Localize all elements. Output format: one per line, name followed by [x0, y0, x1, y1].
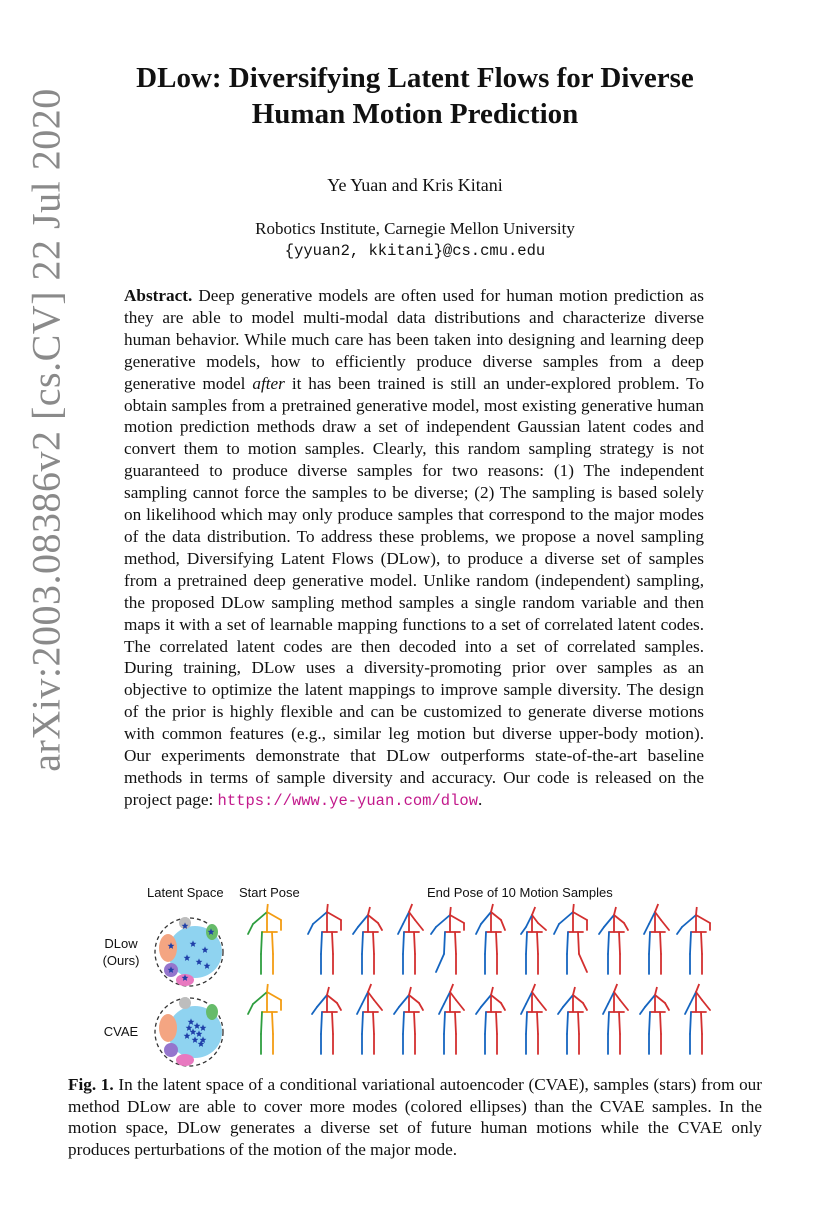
cvae-end-pose-2-head: [368, 984, 371, 992]
dlow-end-pose-2-limb: [358, 915, 368, 927]
dlow-end-pose-5-limb: [476, 924, 481, 934]
cvae-end-pose-5-limb: [476, 1007, 481, 1014]
dlow-end-pose-3-limb: [415, 920, 423, 930]
author-email: {yyuan2, kkitani}@cs.cmu.edu: [284, 242, 546, 260]
cvae-end-pose-10-head: [696, 984, 699, 992]
cvae-start-pose-limb: [272, 1012, 273, 1034]
cvae-end-pose-8-limb: [603, 1004, 608, 1014]
dlow-end-pose-4-limb: [431, 927, 436, 934]
dlow-end-pose-1-limb: [327, 912, 341, 920]
cvae-latent-mode-green: [206, 1004, 218, 1020]
dlow-start-pose-limb: [261, 932, 262, 954]
dlow-end-pose-6-limb: [526, 932, 527, 954]
dlow-end-pose-4-limb: [450, 915, 464, 923]
cvae-end-pose-3-limb: [399, 995, 409, 1007]
dlow-end-pose-6-limb: [537, 932, 538, 954]
paper-authors: Ye Yuan and Kris Kitani: [327, 175, 503, 195]
cvae-end-pose-5-limb: [496, 1012, 497, 1034]
dlow-end-pose-4-limb: [444, 932, 445, 954]
dlow-end-pose-3-limb: [398, 924, 403, 934]
cvae-end-pose-10-limb: [701, 1012, 702, 1034]
dlow-end-pose-8-head: [614, 907, 616, 915]
cvae-end-pose-7-limb: [573, 995, 583, 1003]
dlow-end-pose-6-limb: [532, 915, 538, 923]
cvae-end-pose-8-head: [614, 984, 617, 992]
cvae-end-pose-9-limb: [645, 995, 655, 1007]
header-end-poses: End Pose of 10 Motion Samples: [427, 885, 613, 900]
cvae-end-pose-10-limb: [702, 1000, 710, 1010]
cvae-end-pose-2-limb: [373, 1012, 374, 1034]
cvae-end-pose-7-limb: [567, 1012, 568, 1034]
cvae-start-pose-limb: [253, 992, 267, 1004]
cvae-end-pose-3-limb: [409, 995, 419, 1003]
cvae-end-pose-2-limb: [362, 1012, 363, 1034]
dlow-end-pose-10-limb: [690, 932, 691, 954]
cvae-end-pose-6-limb: [537, 1012, 538, 1034]
dlow-end-pose-7-limb: [578, 932, 579, 954]
abstract-label: Abstract.: [124, 286, 193, 305]
dlow-end-pose-1-limb: [332, 932, 333, 954]
dlow-end-pose-8-limb: [624, 923, 628, 930]
cvae-end-pose-2-limb: [374, 1000, 382, 1010]
dlow-end-pose-3-limb: [414, 932, 415, 954]
header-start-pose: Start Pose: [239, 885, 300, 900]
dlow-end-pose-5-limb: [485, 932, 486, 954]
dlow-end-pose-8-limb: [619, 932, 620, 954]
dlow-end-pose-8-limb: [604, 915, 614, 927]
abstract-text-2: it has been trained is still an under-explored problem. To obtain samples from a pretrained generative model, most existing generative human motion prediction methods draw a set of independent Gaussian latent codes and convert them to motion samples. Clearly, this random sampling strategy is not guaranteed to produce diverse samples for two reasons: (1) The independent sampling cannot force the samples to be diverse; (2) The sampling is based solely on likelihood which may only produce samples that correspond to the major modes of the data distribution. To address these problems, we propose a novel sampling method, Diversifying Latent Flows (DLow), to produce a diverse set of samples from a pretrained deep generative model. Unlike random (independent) sampling, the proposed DLow sampling method samples a single random variable and then maps it with a set of learnable mapping functions to a set of correlated latent codes. The correlated latent codes are then decoded into a set of correlated samples. During training, DLow uses a diversity-promoting prior over samples as an objective to optimize the latent mappings to improve sample diversity. The design of the prior is highly flexible and can be customized to generate diverse motions with common features (e.g., similar leg motion but diverse upper-body motion). Our experiments demonstrate that DLow outperforms state-of-the-art baseline methods in terms of sample diversity and accuracy. Our code is released on the project page:: [124, 373, 705, 809]
dlow-end-pose-8-limb: [599, 927, 604, 934]
dlow-latent-mode-orange: [159, 934, 177, 962]
cvae-end-pose-9-limb: [660, 1012, 661, 1034]
cvae-end-pose-1-limb: [337, 1003, 341, 1010]
cvae-end-pose-5-limb: [481, 995, 491, 1007]
dlow-end-pose-9-limb: [660, 932, 661, 954]
abstract-emphasis: after: [252, 373, 285, 393]
dlow-end-pose-7-limb: [579, 954, 587, 972]
cvae-end-pose-3-limb: [414, 1012, 415, 1034]
dlow-end-pose-2-limb: [373, 932, 374, 954]
cvae-end-pose-3-limb: [419, 1003, 423, 1010]
cvae-end-pose-6-head: [532, 984, 535, 992]
dlow-end-pose-9-limb: [661, 920, 669, 930]
cvae-end-pose-10-limb: [696, 992, 702, 1000]
dlow-end-pose-9-head: [655, 904, 658, 912]
cvae-latent-mode-purple: [164, 1043, 178, 1057]
cvae-start-pose-head: [267, 984, 268, 992]
cvae-end-pose-1-limb: [332, 1012, 333, 1034]
cvae-end-pose-7-limb: [583, 1003, 587, 1010]
arxiv-stamp-text: arXiv:2003.08386v2 [cs.CV] 22 Jul 2020: [23, 88, 69, 772]
dlow-end-pose-6-limb: [521, 927, 526, 934]
cvae-end-pose-7-limb: [578, 1012, 579, 1034]
cvae-latent-mode-gray: [179, 997, 191, 1009]
dlow-end-pose-2-head: [368, 907, 370, 915]
row-label-cvae-line1: CVAE: [103, 1024, 139, 1039]
cvae-start-pose-limb: [248, 1004, 253, 1014]
abstract-end: .: [478, 789, 483, 809]
dlow-end-pose-8-limb: [608, 932, 609, 954]
cvae-end-pose-9-head: [655, 987, 657, 995]
cvae-end-pose-1-limb: [321, 1012, 322, 1034]
dlow-end-pose-2-limb: [353, 927, 358, 934]
cvae-end-pose-4-limb: [456, 1000, 464, 1010]
cvae-end-pose-3-limb: [403, 1012, 404, 1034]
arxiv-stamp: [22, 80, 70, 780]
dlow-end-pose-10-limb: [677, 927, 682, 934]
dlow-end-pose-6-limb: [526, 915, 532, 927]
dlow-end-pose-10-head: [696, 907, 697, 915]
dlow-end-pose-2-limb: [362, 932, 363, 954]
dlow-end-pose-7-limb: [554, 924, 559, 934]
dlow-end-pose-5-limb: [481, 912, 491, 924]
row-label-dlow-line1: DLow: [104, 936, 138, 951]
cvae-end-pose-1-limb: [312, 1007, 317, 1014]
cvae-end-pose-9-limb: [665, 1003, 669, 1010]
dlow-start-pose-limb: [253, 912, 267, 924]
dlow-end-pose-1-head: [327, 904, 328, 912]
cvae-end-pose-9-limb: [640, 1007, 645, 1014]
cvae-end-pose-9-limb: [655, 995, 665, 1003]
dlow-end-pose-10-limb: [682, 915, 696, 927]
dlow-end-pose-4-limb: [455, 932, 456, 954]
cvae-end-pose-5-limb: [491, 995, 501, 1003]
dlow-end-pose-8-limb: [614, 915, 624, 923]
cvae-end-pose-4-limb: [439, 1004, 444, 1014]
dlow-start-pose-head: [267, 904, 268, 912]
cvae-end-pose-4-limb: [444, 1012, 445, 1034]
dlow-end-pose-3-head: [409, 904, 412, 912]
cvae-end-pose-6-limb: [532, 992, 538, 1000]
cvae-end-pose-6-limb: [538, 1000, 546, 1010]
abstract-text-1: Deep generative models are often used for human motion prediction as they are able to model multi-modal data distributions and characterize diverse human behavior. While much care has been taken into designing and learning deep generative models, how to efficiently produce diverse samples from a deep generative model: [124, 286, 704, 393]
cvae-end-pose-5-head: [491, 987, 493, 995]
dlow-end-pose-4-limb: [436, 954, 444, 972]
institution: Robotics Institute, Carnegie Mellon University: [255, 219, 575, 238]
header-latent-space: Latent Space: [147, 885, 224, 900]
cvae-end-pose-8-limb: [608, 1012, 609, 1034]
dlow-end-pose-5-head: [491, 904, 493, 912]
cvae-latent-mode-pink: [176, 1054, 194, 1066]
dlow-end-pose-6-head: [532, 907, 535, 915]
dlow-end-pose-9-limb: [644, 924, 649, 934]
cvae-start-pose-limb: [267, 992, 281, 1000]
dlow-end-pose-3-limb: [403, 932, 404, 954]
dlow-end-pose-7-head: [573, 904, 574, 912]
affiliation-block: [95, 218, 735, 262]
cvae-end-pose-6-limb: [526, 1012, 527, 1034]
project-link[interactable]: https://www.ye-yuan.com/dlow: [217, 791, 478, 810]
dlow-end-pose-4-head: [450, 907, 451, 915]
dlow-end-pose-7-limb: [567, 932, 568, 954]
dlow-end-pose-2-limb: [378, 923, 382, 930]
cvae-end-pose-6-limb: [521, 1004, 526, 1014]
dlow-end-pose-5-limb: [496, 932, 497, 954]
dlow-end-pose-7-limb: [573, 912, 587, 920]
dlow-end-pose-2-limb: [368, 915, 378, 923]
figure-1: [95, 880, 735, 1070]
dlow-start-pose-limb: [248, 924, 253, 934]
cvae-end-pose-5-limb: [501, 1003, 505, 1010]
cvae-end-pose-2-limb: [357, 1004, 362, 1014]
caption-text: In the latent space of a conditional variational autoencoder (CVAE), samples (stars) from our method DLow are able to cover more modes (colored ellipses) than the CVAE samples. In the motion space, DLow generates a diverse set of future human motions while the CVAE only produces perturbations of the motion of the major mode.: [68, 1075, 762, 1159]
dlow-end-pose-1-limb: [308, 924, 313, 934]
dlow-start-pose-limb: [272, 932, 273, 954]
cvae-end-pose-1-head: [327, 987, 329, 995]
figure-caption: [68, 1074, 762, 1160]
dlow-end-pose-10-limb: [696, 915, 710, 923]
cvae-end-pose-7-limb: [563, 995, 573, 1007]
dlow-end-pose-10-limb: [701, 932, 702, 954]
row-label-dlow-line2: (Ours): [102, 953, 140, 968]
cvae-end-pose-9-limb: [649, 1012, 650, 1034]
cvae-end-pose-4-limb: [455, 1012, 456, 1034]
cvae-end-pose-6-limb: [526, 992, 532, 1004]
cvae-end-pose-3-head: [409, 987, 411, 995]
dlow-end-pose-4-limb: [436, 915, 450, 927]
cvae-end-pose-1-limb: [317, 995, 327, 1007]
cvae-end-pose-8-limb: [619, 1012, 620, 1034]
caption-label: Fig. 1.: [68, 1075, 114, 1094]
cvae-end-pose-1-limb: [327, 995, 337, 1003]
cvae-end-pose-3-limb: [394, 1007, 399, 1014]
dlow-end-pose-9-limb: [655, 912, 661, 920]
cvae-end-pose-5-limb: [485, 1012, 486, 1034]
cvae-end-pose-7-head: [573, 987, 575, 995]
abstract: [124, 285, 704, 813]
dlow-end-pose-6-limb: [538, 923, 546, 930]
cvae-latent-mode-orange: [159, 1014, 177, 1042]
dlow-start-pose-limb: [267, 912, 281, 920]
paper-title: DLow: Diversifying Latent Flows for Diverse Human Motion Prediction: [136, 62, 694, 130]
dlow-end-pose-1-limb: [321, 932, 322, 954]
dlow-end-pose-1-limb: [313, 912, 327, 924]
cvae-end-pose-8-limb: [614, 992, 620, 1000]
figure-illustration: [95, 880, 735, 1070]
cvae-end-pose-4-head: [450, 984, 453, 992]
cvae-end-pose-8-limb: [620, 1000, 628, 1010]
cvae-end-pose-7-limb: [558, 1007, 563, 1014]
dlow-end-pose-9-limb: [649, 932, 650, 954]
dlow-end-pose-5-limb: [501, 920, 505, 930]
dlow-end-pose-5-limb: [491, 912, 501, 920]
cvae-end-pose-10-limb: [690, 1012, 691, 1034]
cvae-end-pose-10-limb: [685, 1004, 690, 1014]
cvae-start-pose-limb: [261, 1012, 262, 1034]
dlow-end-pose-7-limb: [559, 912, 573, 924]
